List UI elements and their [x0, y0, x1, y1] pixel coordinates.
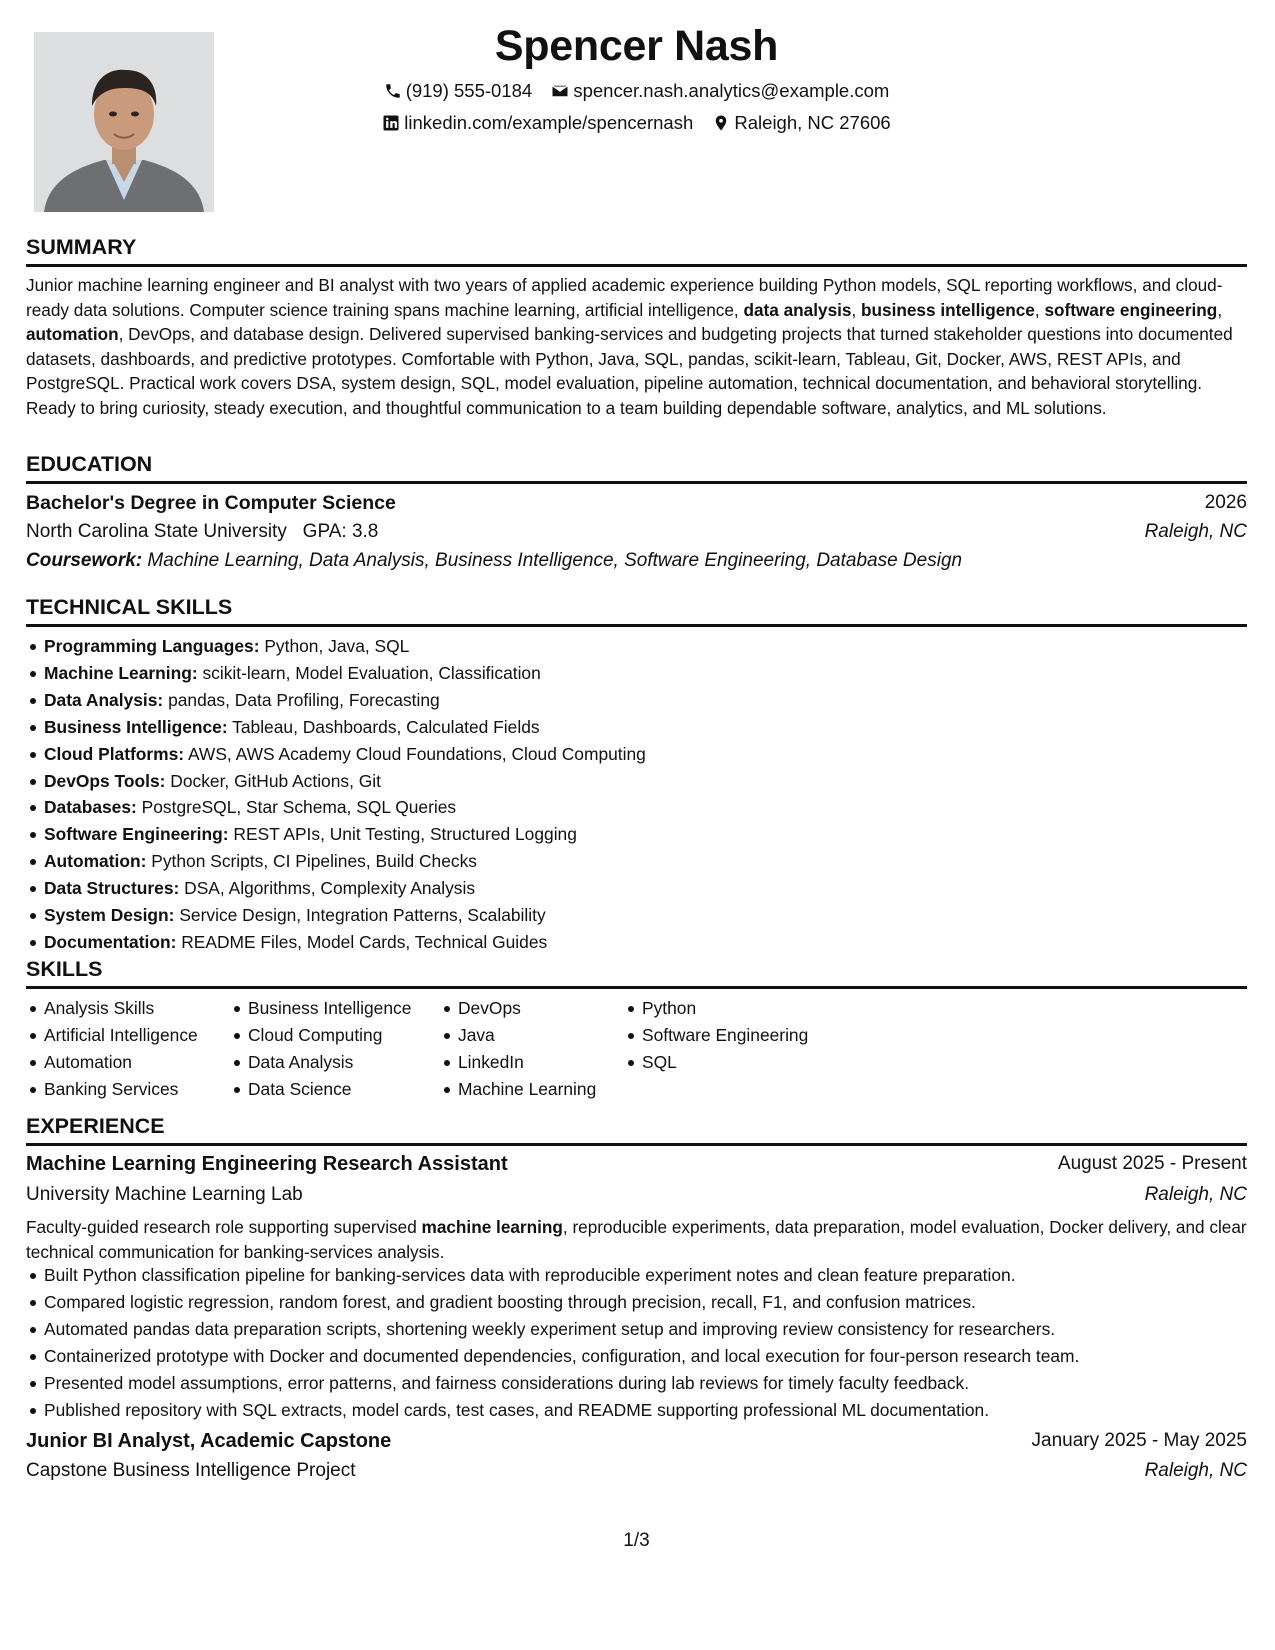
skills-column-3 — [440, 995, 624, 1103]
skills-grid — [26, 995, 844, 1103]
summary-bold-2: business intelligence — [861, 299, 1035, 320]
job2-dates: January 2025 - May 2025 — [1031, 1430, 1247, 1451]
linkedin-url: linkedin.com/example/spencernash — [404, 112, 694, 133]
summary-sep-3: , — [1217, 299, 1223, 320]
list-item: SQL — [624, 1049, 844, 1076]
linkedin-icon — [382, 114, 400, 132]
summary-bold-4: automation — [26, 324, 119, 345]
list-item: Data Science — [230, 1076, 440, 1103]
linkedin-contact[interactable] — [382, 112, 693, 134]
list-item: Automation — [26, 1049, 230, 1076]
list-item: Java — [440, 1022, 624, 1049]
graduation-year: 2026 — [1204, 492, 1247, 513]
technical-skills-heading: TECHNICAL SKILLS — [26, 595, 1247, 627]
list-item — [26, 687, 1247, 714]
job1-location: Raleigh, NC — [1144, 1184, 1247, 1205]
email-contact[interactable] — [551, 80, 889, 102]
list-item: Built Python classification pipeline for banking-services data with reproducible experiment notes and clean feature preparation. — [26, 1262, 1247, 1289]
skill-category: Databases: — [44, 797, 137, 818]
skill-category: Documentation: — [44, 931, 177, 952]
coursework-label: Coursework: — [26, 550, 143, 571]
school-info — [26, 521, 378, 543]
phone-icon — [384, 82, 402, 100]
school-location: Raleigh, NC — [1144, 521, 1247, 542]
summary-text-1: Junior machine learning engineer and BI analyst with two years of applied academic experience building Python models, SQL reporting workflows, and cloud-ready data solutions. Computer science training spans machine learning, artificial intelligence, — [26, 275, 1223, 320]
job2-org: Capstone Business Intelligence Project — [26, 1460, 356, 1481]
list-item — [26, 929, 1247, 956]
skill-values: AWS, AWS Academy Cloud Foundations, Cloud Computing — [187, 743, 646, 764]
gpa: GPA: 3.8 — [302, 521, 379, 542]
list-item — [26, 741, 1247, 768]
technical-skills-list — [26, 633, 1247, 956]
list-item: Containerized prototype with Docker and documented dependencies, configuration, and local execution for four-person research team. — [26, 1343, 1247, 1370]
skill-category: Cloud Platforms: — [44, 743, 185, 764]
list-item: Published repository with SQL extracts, model cards, test cases, and README supporting professional ML documentation. — [26, 1397, 1247, 1424]
job2-org-row — [26, 1460, 1247, 1482]
skill-values: DSA, Algorithms, Complexity Analysis — [184, 878, 476, 899]
resume-page — [26, 0, 1247, 1650]
list-item: Compared logistic regression, random forest, and gradient boosting through precision, recall, F1, and confusion matrices. — [26, 1289, 1247, 1316]
phone-number: (919) 555-0184 — [405, 80, 533, 101]
skill-values: scikit-learn, Model Evaluation, Classification — [202, 662, 541, 683]
skill-category: Programming Languages: — [44, 636, 260, 656]
list-item: Presented model assumptions, error patterns, and fairness considerations during lab reviews for timely faculty feedback. — [26, 1370, 1247, 1397]
candidate-name: Spencer Nash — [494, 22, 779, 70]
contact-row-2 — [26, 112, 1247, 137]
skill-values: Python, Java, SQL — [264, 636, 410, 656]
job1-title-row — [26, 1153, 1247, 1176]
degree-title: Bachelor's Degree in Computer Science — [26, 492, 396, 514]
skill-category: Machine Learning: — [44, 662, 198, 683]
job1-dates: August 2025 - Present — [1057, 1153, 1247, 1174]
skill-values: REST APIs, Unit Testing, Structured Logging — [233, 824, 577, 845]
list-item: LinkedIn — [440, 1049, 624, 1076]
skill-values: pandas, Data Profiling, Forecasting — [168, 689, 440, 710]
school-name: North Carolina State University — [26, 521, 287, 542]
skill-values: Tableau, Dashboards, Calculated Fields — [232, 716, 540, 737]
job2-title-row — [26, 1430, 1247, 1453]
skill-values: PostgreSQL, Star Schema, SQL Queries — [141, 797, 457, 818]
job1-description — [26, 1215, 1247, 1264]
list-item — [26, 660, 1247, 687]
list-item: Banking Services — [26, 1076, 230, 1103]
skill-category: Data Structures: — [44, 878, 180, 899]
skills-column-2 — [230, 995, 440, 1103]
job1-desc-text-2: , reproducible experiments, data preparation, model evaluation, Docker delivery, and clear technical communication for banking-services analysis. — [26, 1217, 1247, 1262]
map-pin-icon — [712, 114, 730, 132]
summary-sep-1: , — [851, 299, 862, 320]
coursework-row — [26, 550, 1247, 572]
summary-paragraph — [26, 273, 1247, 421]
skill-values: Docker, GitHub Actions, Git — [170, 770, 381, 791]
education-school-row — [26, 521, 1247, 543]
experience-heading: EXPERIENCE — [26, 1114, 1247, 1146]
summary-heading: SUMMARY — [26, 235, 1247, 267]
list-item: Automated pandas data preparation scripts, shortening weekly experiment setup and improving review consistency for researchers. — [26, 1316, 1247, 1343]
summary-bold-1: data analysis — [743, 299, 852, 320]
location-contact — [712, 112, 890, 134]
email-address: spencer.nash.analytics@example.com — [573, 80, 890, 101]
education-heading: EDUCATION — [26, 452, 1247, 484]
skill-category: Software Engineering: — [44, 824, 229, 845]
skill-category: Data Analysis: — [44, 689, 164, 710]
list-item — [26, 633, 1247, 660]
list-item: Machine Learning — [440, 1076, 624, 1103]
job1-org-row — [26, 1184, 1247, 1206]
contact-row-1 — [26, 80, 1247, 105]
list-item — [26, 794, 1247, 821]
list-item — [26, 714, 1247, 741]
skill-category: Automation: — [44, 851, 147, 872]
skill-category: Business Intelligence: — [44, 716, 228, 737]
list-item — [26, 821, 1247, 848]
job1-org: University Machine Learning Lab — [26, 1184, 303, 1205]
list-item: Software Engineering — [624, 1022, 844, 1049]
job1-desc-text-1: Faculty-guided research role supporting supervised — [26, 1217, 422, 1237]
skill-values: Python Scripts, CI Pipelines, Build Checks — [151, 851, 477, 872]
job1-role: Machine Learning Engineering Research Assistant — [26, 1153, 508, 1175]
job1-desc-bold: machine learning — [421, 1217, 563, 1237]
list-item: Python — [624, 995, 844, 1022]
skills-column-1 — [26, 995, 230, 1103]
page-number: 1/3 — [623, 1530, 650, 1551]
list-item: Cloud Computing — [230, 1022, 440, 1049]
summary-text-2: , DevOps, and database design. Delivered supervised banking-services and budgeting projects that turned stakeholder questions into documented datasets, dashboards, and predictive prototypes. Comfortable with Python, Java, SQL, pandas, scikit-learn, Tableau, Git, Docker, AWS, REST APIs, and PostgreSQL. Practical work covers DSA, system design, SQL, model evaluation, pipeline automation, technical documentation, and behavioral storytelling. Ready to bring curiosity, steady execution, and thoughtful communication to a team building dependable software, analytics, and ML solutions. — [26, 324, 1233, 418]
summary-bold-3: software engineering — [1044, 299, 1218, 320]
skill-category: System Design: — [44, 905, 175, 926]
job2-role: Junior BI Analyst, Academic Capstone — [26, 1430, 392, 1452]
skills-column-4 — [624, 995, 844, 1103]
job2-location: Raleigh, NC — [1144, 1460, 1247, 1481]
phone-contact[interactable] — [384, 80, 533, 102]
list-item: Analysis Skills — [26, 995, 230, 1022]
coursework-list: Machine Learning, Data Analysis, Business Intelligence, Software Engineering, Database Design — [147, 550, 963, 571]
list-item: Artificial Intelligence — [26, 1022, 230, 1049]
education-degree-row — [26, 492, 1247, 515]
location-text: Raleigh, NC 27606 — [734, 112, 891, 133]
envelope-icon — [551, 82, 569, 100]
list-item — [26, 875, 1247, 902]
list-item — [26, 768, 1247, 795]
skills-heading: SKILLS — [26, 957, 1247, 989]
list-item: Data Analysis — [230, 1049, 440, 1076]
job1-bullets — [26, 1262, 1247, 1423]
skill-values: Service Design, Integration Patterns, Scalability — [179, 905, 546, 926]
summary-sep-2: , — [1034, 299, 1045, 320]
list-item — [26, 902, 1247, 929]
list-item: Business Intelligence — [230, 995, 440, 1022]
skill-category: DevOps Tools: — [44, 770, 166, 791]
list-item: DevOps — [440, 995, 624, 1022]
coursework — [26, 550, 962, 572]
list-item — [26, 848, 1247, 875]
skill-values: README Files, Model Cards, Technical Guides — [181, 931, 548, 952]
